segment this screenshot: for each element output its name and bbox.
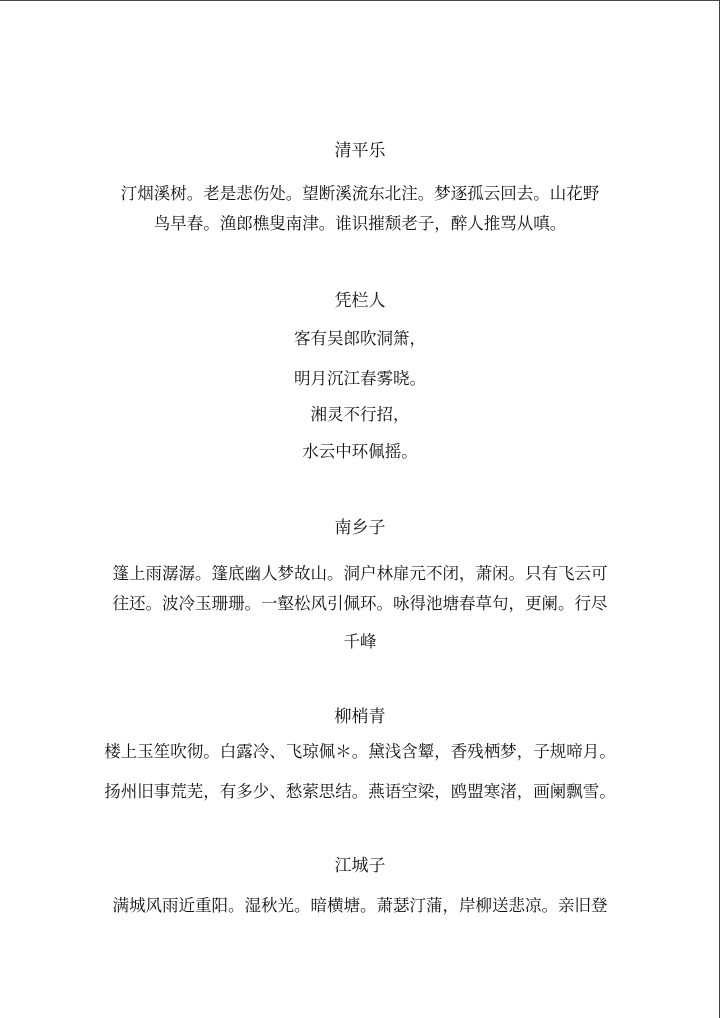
poem-title: 南乡子 xyxy=(334,518,386,538)
poem-line: 客有吴郎吹洞箫， xyxy=(294,329,426,348)
poem-line: 鸟早春。渔郎樵叟南津。谁识摧颓老子，醉人推骂从嗔。 xyxy=(153,214,567,233)
poem-line: 明月沉江春雾晓。 xyxy=(294,369,426,388)
poem-title: 清平乐 xyxy=(334,141,386,161)
poem-line: 往还。波冷玉珊珊。一壑松风引佩环。咏得池塘春草句，更阑。行尽 xyxy=(112,594,608,613)
poem-line: 汀烟溪树。老是悲伤处。望断溪流东北注。梦逐孤云回去。山花野 xyxy=(120,184,600,203)
poem-line: 扬州旧事荒芜，有多少、愁萦思结。燕语空梁，鸥盟寒渚，画阑飘雪。 xyxy=(104,782,616,801)
poem-title: 凭栏人 xyxy=(334,291,386,311)
poem-line: 湘灵不行招， xyxy=(310,405,410,424)
poem-line: 楼上玉笙吹彻。白露冷、飞琼佩＊。黛浅含颦，香残栖梦，子规啼月。 xyxy=(104,742,616,761)
poem-line: 水云中环佩摇。 xyxy=(302,442,418,461)
poem-line: 篷上雨潺潺。篷底幽人梦故山。洞户林扉元不闭，萧闲。只有飞云可 xyxy=(112,564,608,583)
poem-line: 千峰 xyxy=(343,632,377,651)
poem-line: 满城风雨近重阳。湿秋光。暗横塘。萧瑟汀蒲，岸柳送悲凉。亲旧登 xyxy=(112,896,608,915)
poem-title: 江城子 xyxy=(334,856,386,876)
poem-title: 柳梢青 xyxy=(334,707,386,727)
